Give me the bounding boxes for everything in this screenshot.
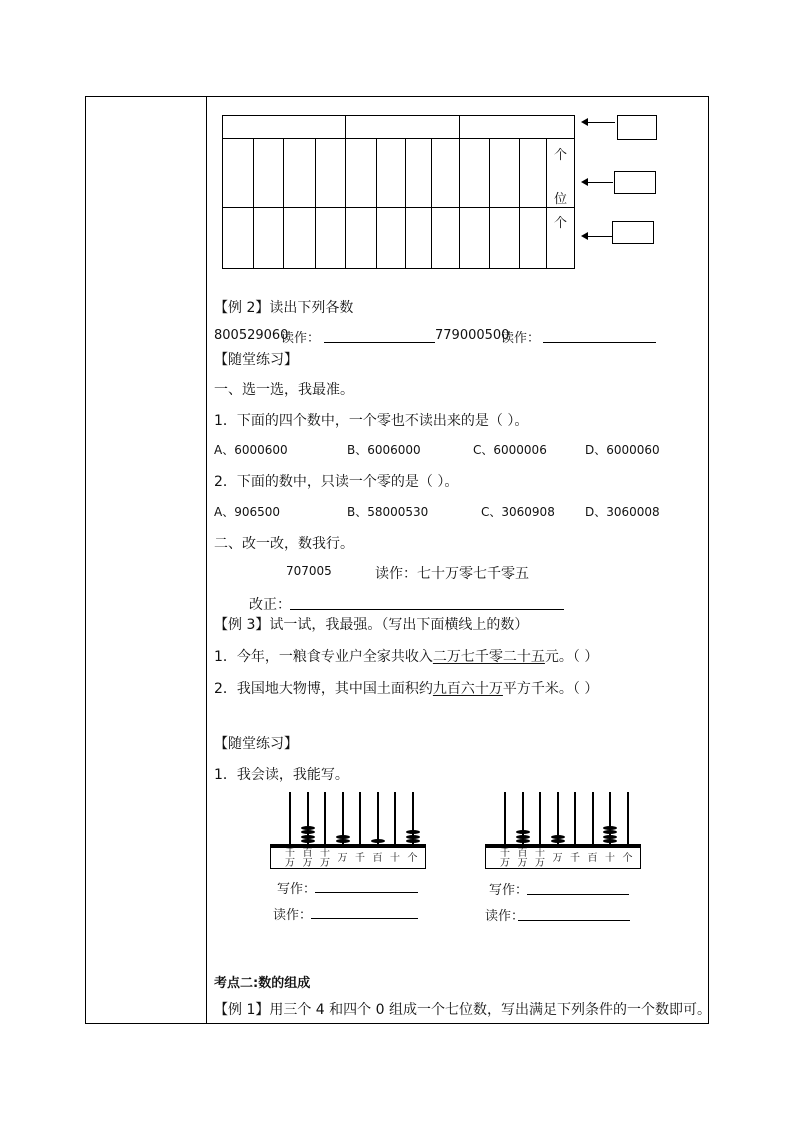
abacus1-place-label-sub: 万: [285, 858, 295, 869]
abacus2-place-label: 十: [535, 848, 545, 859]
abacus1-place-label: 万: [337, 853, 348, 864]
abacus2-bead: [516, 839, 530, 843]
abacus1-bead: [406, 830, 420, 834]
abacus2-rod: [539, 792, 541, 844]
abacus2-write-line[interactable]: [527, 894, 629, 895]
abacus1-bead: [336, 835, 350, 839]
abacus2-rod: [504, 792, 506, 844]
example3-q1: 1．今年，一粮食专业户全家共收入二万七千零二十五元。（ ）: [214, 649, 599, 665]
abacus2-place-label: 百: [587, 853, 598, 864]
abacus1-rod: [289, 792, 291, 844]
example3-title: 【例 3】试一试，我最强。（写出下面横线上的数）: [214, 617, 529, 633]
abacus2-place-label-sub: 万: [500, 858, 510, 869]
column-divider: [206, 96, 207, 1024]
abacus2-bead: [603, 839, 617, 843]
abacus-1: [270, 792, 426, 872]
practice1-q1: 1．下面的四个数中，一个零也不读出来的是（ ）。: [214, 413, 529, 429]
practice1-section2: 二、改一改，数我行。: [214, 536, 354, 552]
abacus2-place-label-sub: 万: [517, 858, 528, 869]
example2-num2: 779000500: [435, 328, 510, 343]
abacus2-bead: [603, 835, 617, 839]
abacus1-place-label: 十: [390, 853, 400, 864]
abacus2-read-line[interactable]: [518, 920, 630, 921]
abacus1-bead: [406, 835, 420, 839]
abacus2-bead: [516, 835, 530, 839]
abacus1-bead: [336, 839, 350, 843]
point2-title: 考点二:数的组成: [214, 976, 311, 991]
fix-answer-line[interactable]: [290, 609, 564, 610]
abacus2-rod: [592, 792, 594, 844]
fix-label: 改正：: [249, 597, 291, 613]
abacus1-bead: [301, 830, 315, 834]
example2-title: 【例 2】读出下列各数: [214, 300, 354, 316]
answer-box-1[interactable]: [617, 115, 657, 140]
q2-option-b[interactable]: B、58000530: [347, 505, 429, 519]
abacus2-place-label-sub: 万: [535, 858, 545, 869]
abacus2-rod: [627, 792, 629, 844]
abacus1-rod: [377, 792, 379, 844]
answer-line-2[interactable]: [543, 342, 656, 343]
q1-option-d[interactable]: D、6000060: [585, 443, 660, 457]
abacus1-read-label: 读作：: [273, 908, 313, 923]
practice1-section1: 一、选一选，我最准。: [214, 382, 354, 398]
abacus2-read-label: 读作：: [485, 909, 525, 924]
practice1-title: 【随堂练习】: [214, 352, 298, 368]
abacus1-rod: [324, 792, 326, 844]
abacus1-bead: [301, 835, 315, 839]
fix-reading: 读作：七十万零七千零五: [375, 566, 529, 582]
practice1-q2: 2．下面的数中，只读一个零的是（ ）。: [214, 474, 459, 490]
example2-read-label2: 读作：: [501, 331, 541, 346]
abacus2-rod: [574, 792, 576, 844]
cell-ge-top: 个: [554, 148, 568, 163]
abacus1-write-line[interactable]: [315, 892, 418, 893]
abacus2-place-label: 千: [500, 848, 510, 859]
answer-line-1[interactable]: [324, 342, 435, 343]
cell-ge-mid: 个: [554, 216, 568, 231]
abacus1-place-label: 千: [355, 853, 365, 864]
abacus1-bead: [301, 839, 315, 843]
abacus1-place-label: 百: [372, 853, 383, 864]
abacus1-read-line[interactable]: [311, 918, 418, 919]
abacus2-place-label: 个: [622, 853, 633, 864]
abacus1-place-label-sub: 万: [302, 858, 313, 869]
abacus1-bead: [371, 839, 385, 843]
abacus2-place-label: 百: [517, 848, 528, 859]
q1-option-c[interactable]: C、6000006: [473, 443, 547, 457]
abacus2-place-label: 万: [552, 853, 563, 864]
answer-box-3[interactable]: [612, 221, 654, 244]
abacus2-bead: [551, 835, 565, 839]
abacus1-bead: [406, 839, 420, 843]
abacus1-rod: [394, 792, 396, 844]
example3-q2: 2．我国地大物博，其中国土面积约九百六十万平方千米。（ ）: [214, 681, 599, 697]
q2-option-d[interactable]: D、3060008: [585, 505, 660, 519]
abacus2-write-label: 写作：: [489, 883, 529, 898]
abacus-2: [485, 792, 641, 872]
answer-box-2[interactable]: [614, 171, 656, 194]
abacus1-bead: [301, 826, 315, 830]
example2-read-label1: 读作：: [281, 331, 321, 346]
abacus1-place-label: 个: [407, 853, 418, 864]
abacus1-write-label: 写作：: [277, 882, 317, 897]
practice2-q1: 1．我会读，我能写。: [214, 767, 349, 783]
abacus1-rod: [359, 792, 361, 844]
q1-option-b[interactable]: B、6006000: [347, 443, 421, 457]
point2-example1: 【例 1】用三个 4 和四个 0 组成一个七位数，写出满足下列条件的一个数即可。: [214, 1002, 711, 1018]
practice2-title: 【随堂练习】: [214, 736, 298, 752]
abacus1-place-label: 千: [285, 848, 295, 859]
q2-option-c[interactable]: C、3060908: [481, 505, 555, 519]
abacus2-bead: [603, 830, 617, 834]
abacus1-place-label: 百: [302, 848, 313, 859]
abacus2-bead: [603, 826, 617, 830]
abacus1-place-label-sub: 万: [320, 858, 330, 869]
place-value-table: [222, 115, 575, 269]
cell-wei: 位: [554, 192, 568, 207]
abacus1-place-label: 十: [320, 848, 330, 859]
abacus2-bead: [551, 839, 565, 843]
q2-option-a[interactable]: A、906500: [214, 505, 281, 519]
example2-num1: 800529060: [214, 328, 289, 343]
abacus2-place-label: 千: [570, 853, 580, 864]
q1-option-a[interactable]: A、6000600: [214, 443, 288, 457]
abacus2-bead: [516, 830, 530, 834]
abacus2-place-label: 十: [605, 853, 615, 864]
fix-number: 707005: [286, 564, 332, 578]
